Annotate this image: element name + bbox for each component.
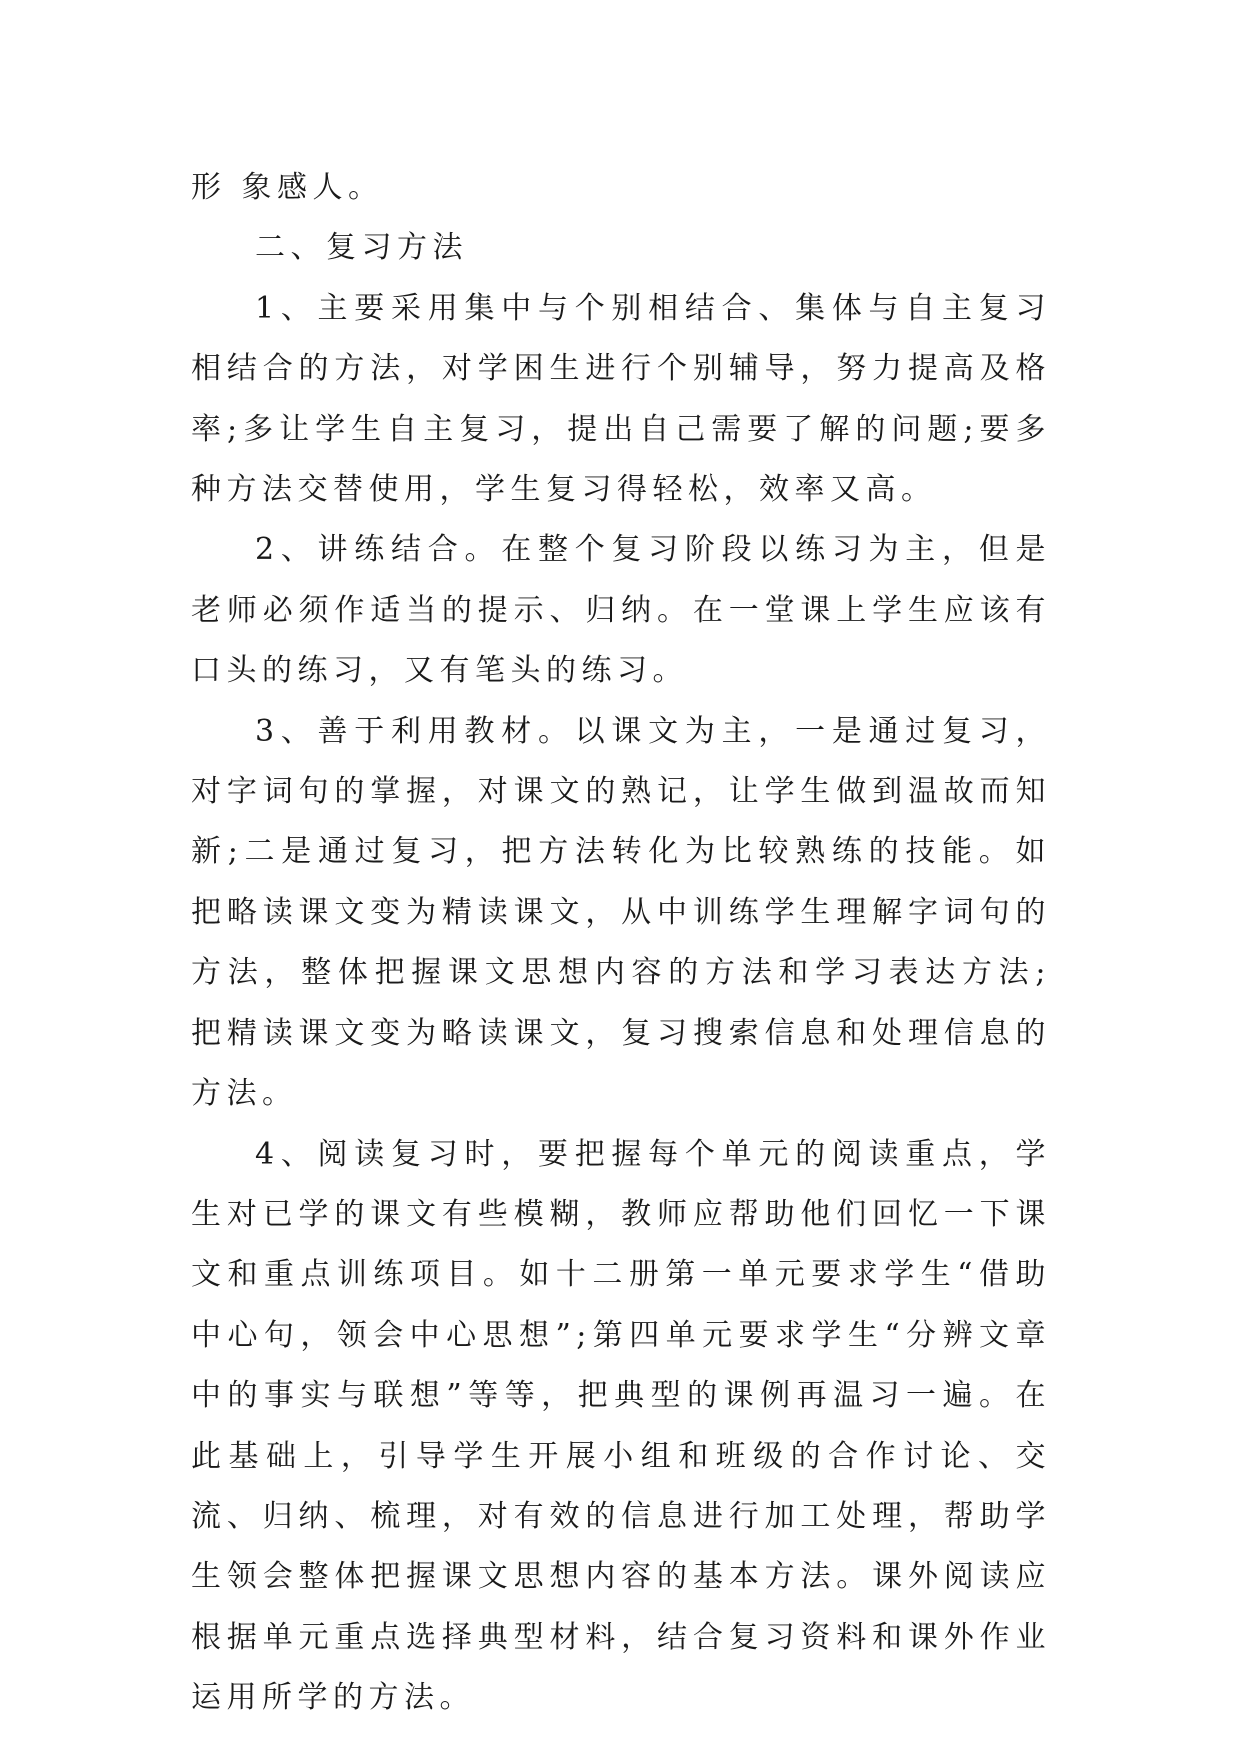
paragraph-item-1: 1、主要采用集中与个别相结合、集体与自主复习相结合的方法，对学困生进行个别辅导，努力提高及格率;多让学生自主复习，提出自己需要了解的问题;要多种方法交替使用，学生复习得轻松，效率又高。 bbox=[191, 290, 1051, 508]
paragraph-continuation: 形 象感人。 bbox=[191, 170, 384, 205]
paragraph-item-3: 3、善于利用教材。以课文为主，一是通过复习，对字词句的掌握，对课文的熟记，让学生做到温故而知新;二是通过复习，把方法转化为比较熟练的技能。如把略读课文变为精读课文，从中训练学生理解字词句的方法，整体把握课文思想内容的方法和学习表达方法;把精读课文变为略读课文，复习搜索信息和处理信息的方法。 bbox=[191, 713, 1051, 1112]
paragraph-item-2: 2、讲练结合。在整个复习阶段以练习为主，但是老师必须作适当的提示、归纳。在一堂课上学生应该有口头的练习，又有笔头的练习。 bbox=[191, 532, 1051, 689]
section-heading: 二、复习方法 bbox=[255, 230, 468, 266]
paragraph-item-4: 4、阅读复习时，要把握每个单元的阅读重点，学生对已学的课文有些模糊，教师应帮助他们回忆一下课文和重点训练项目。如十二册第一单元要求学生“借助中心句，领会中心思想”;第四单元要求学生“分辨文章中的事实与联想”等等，把典型的课例再温习一遍。在此基础上，引导学生开展小组和班级的合作讨论、交流、归纳、梳理，对有效的信息进行加工处理，帮助学生领会整体把握课文思想内容的基本方法。课外阅读应根据单元重点选择典型材料，结合复习资料和课外作业运用所学的方法。 bbox=[191, 1136, 1051, 1716]
document-body bbox=[191, 158, 1051, 1729]
